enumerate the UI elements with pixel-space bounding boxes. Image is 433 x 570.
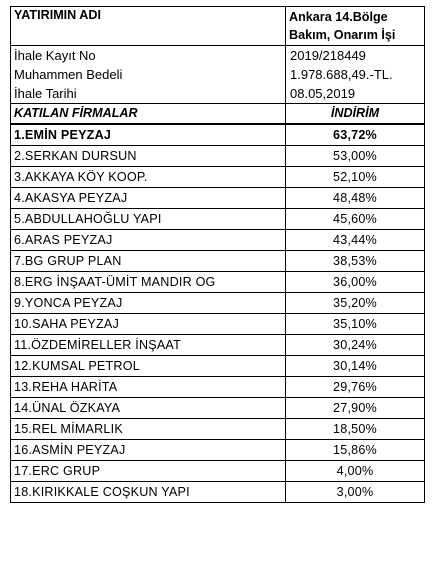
firm-name: 7.BG GRUP PLAN: [11, 251, 286, 272]
firm-discount: 63,72%: [286, 124, 425, 146]
table-row: [11, 440, 425, 461]
firm-discount: 36,00%: [286, 272, 425, 293]
project-header-row: [11, 7, 425, 46]
registration-no-label: İhale Kayıt No: [11, 46, 286, 66]
firm-name: 11.ÖZDEMİRELLER İNŞAAT: [11, 335, 286, 356]
table-row: [11, 419, 425, 440]
firm-name: 2.SERKAN DURSUN: [11, 146, 286, 167]
table-row: [11, 209, 425, 230]
firm-name: 12.KUMSAL PETROL: [11, 356, 286, 377]
table-row: [11, 482, 425, 503]
firm-discount: 18,50%: [286, 419, 425, 440]
firm-discount: 29,76%: [286, 377, 425, 398]
meta-row-tender-date: [11, 84, 425, 104]
firm-name: 17.ERC GRUP: [11, 461, 286, 482]
discount-column-header: İNDİRİM: [286, 104, 425, 125]
firm-name: 15.REL MİMARLIK: [11, 419, 286, 440]
table-row: [11, 124, 425, 146]
tender-date-value: 08.05,2019: [286, 84, 425, 104]
table-row: [11, 398, 425, 419]
project-name-value: Ankara 14.Bölge Bakım, Onarım İşi: [286, 7, 425, 46]
firm-discount: 38,53%: [286, 251, 425, 272]
firm-name: 5.ABDULLAHOĞLU YAPI: [11, 209, 286, 230]
tender-results-table: [10, 6, 425, 503]
firm-discount: 45,60%: [286, 209, 425, 230]
firm-discount: 27,90%: [286, 398, 425, 419]
tender-date-label: İhale Tarihi: [11, 84, 286, 104]
firms-column-header: KATILAN FİRMALAR: [11, 104, 286, 125]
firm-name: 13.REHA HARİTA: [11, 377, 286, 398]
column-header-row: [11, 104, 425, 125]
firm-name: 10.SAHA PEYZAJ: [11, 314, 286, 335]
firm-discount: 3,00%: [286, 482, 425, 503]
firm-discount: 43,44%: [286, 230, 425, 251]
table-row: [11, 293, 425, 314]
table-row: [11, 230, 425, 251]
estimated-cost-label: Muhammen Bedeli: [11, 65, 286, 84]
tender-results-document: [10, 6, 424, 503]
registration-no-value: 2019/218449: [286, 46, 425, 66]
firm-discount: 15,86%: [286, 440, 425, 461]
firm-name: 1.EMİN PEYZAJ: [11, 124, 286, 146]
firm-name: 14.ÜNAL ÖZKAYA: [11, 398, 286, 419]
firm-name: 8.ERG İNŞAAT-ÜMİT MANDIR OG: [11, 272, 286, 293]
firm-discount: 35,10%: [286, 314, 425, 335]
firm-discount: 4,00%: [286, 461, 425, 482]
meta-row-registration: [11, 46, 425, 66]
firm-discount: 35,20%: [286, 293, 425, 314]
firm-discount: 30,24%: [286, 335, 425, 356]
table-row: [11, 167, 425, 188]
meta-row-estimated-cost: [11, 65, 425, 84]
firm-name: 6.ARAS PEYZAJ: [11, 230, 286, 251]
table-row: [11, 314, 425, 335]
firm-name: 4.AKASYA PEYZAJ: [11, 188, 286, 209]
firm-name: 18.KIRIKKALE COŞKUN YAPI: [11, 482, 286, 503]
estimated-cost-value: 1.978.688,49.-TL.: [286, 65, 425, 84]
table-row: [11, 356, 425, 377]
firm-discount: 53,00%: [286, 146, 425, 167]
firm-discount: 30,14%: [286, 356, 425, 377]
table-row: [11, 251, 425, 272]
firm-name: 9.YONCA PEYZAJ: [11, 293, 286, 314]
firm-name: 3.AKKAYA KÖY KOOP.: [11, 167, 286, 188]
firm-discount: 52,10%: [286, 167, 425, 188]
table-row: [11, 461, 425, 482]
project-name-label: YATIRIMIN ADI: [11, 7, 286, 46]
firm-discount: 48,48%: [286, 188, 425, 209]
table-row: [11, 377, 425, 398]
table-row: [11, 272, 425, 293]
table-row: [11, 188, 425, 209]
table-row: [11, 335, 425, 356]
firm-name: 16.ASMİN PEYZAJ: [11, 440, 286, 461]
table-row: [11, 146, 425, 167]
